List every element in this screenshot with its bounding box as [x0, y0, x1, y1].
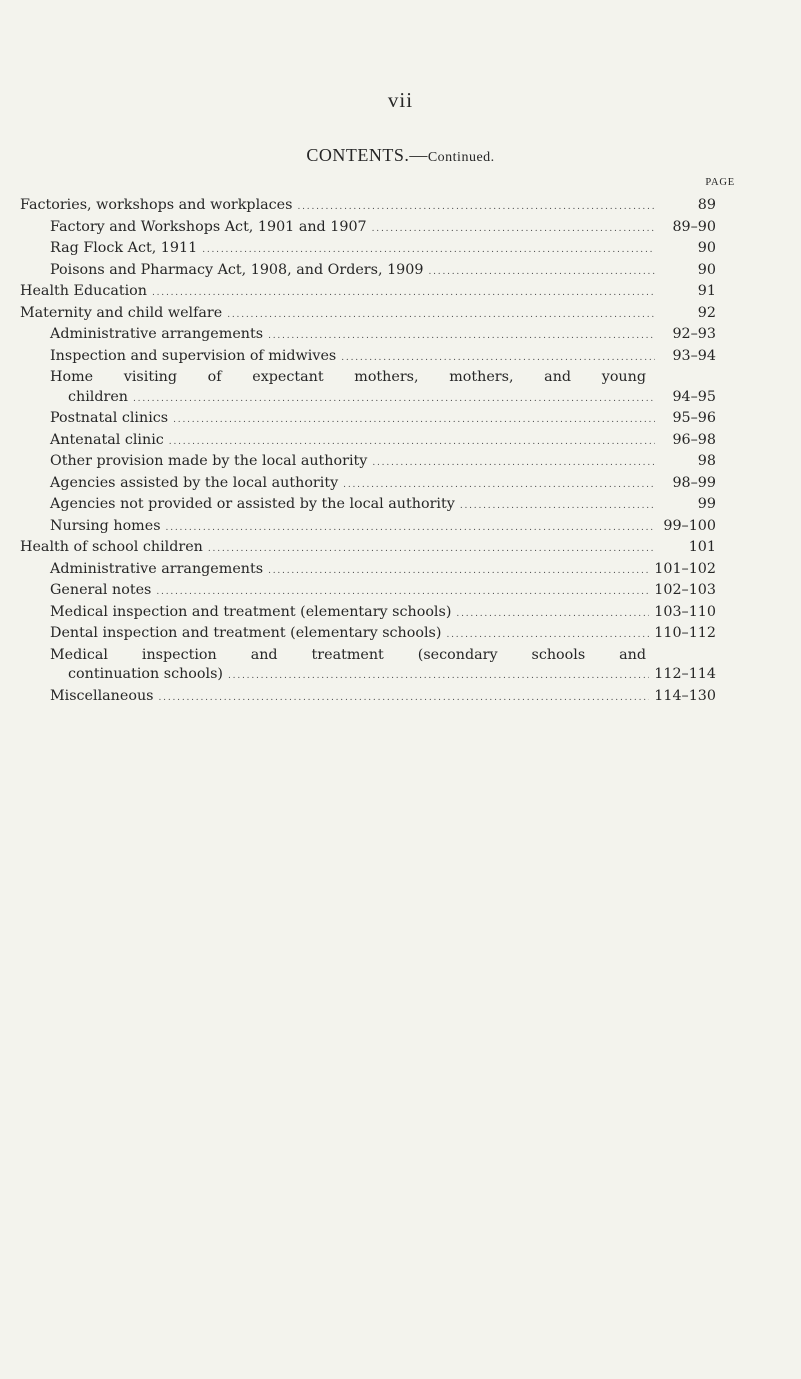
toc-entry-title: Inspection and supervision of midwives [50, 347, 337, 364]
toc-entry-postnatal-clinics [20, 409, 716, 431]
toc-entry-miscellaneous [20, 687, 716, 709]
toc-entry-health-education [20, 282, 716, 304]
toc-entry-medical-secondary-line1: Medical inspection and treatment (secondary schools and [50, 646, 646, 663]
toc-entry-page: 99–100 [663, 517, 716, 534]
toc-entry-page: 99 [697, 496, 716, 512]
toc-entry-page: 91 [697, 283, 716, 299]
toc-entry-administrative-arrangements [20, 325, 716, 347]
toc-entry-nursing-homes [20, 517, 716, 539]
toc-entry-general-notes [20, 581, 716, 603]
toc-entry-rag-flock-act [20, 239, 716, 261]
toc-entry-title: Rag Flock Act, 1911 [50, 240, 198, 256]
toc-entry-page: 110–112 [654, 625, 716, 641]
toc-entry-page: 94–95 [672, 388, 716, 405]
heading-continued: Continued. [427, 150, 495, 165]
toc-entry-title: Health of school children [20, 539, 203, 555]
toc-entry-page: 112–114 [654, 666, 716, 682]
dot-leader [202, 241, 655, 261]
toc-entry-page: 90 [697, 240, 716, 256]
toc-entry-title: Medical inspection and treatment (elementary schools) [50, 603, 452, 620]
toc-entry-title: Antenatal clinic [50, 431, 164, 448]
toc-entry-title: continuation schools) [68, 666, 224, 682]
heading-main: CONTENTS.— [306, 145, 428, 165]
dot-leader [227, 306, 655, 326]
toc-entry-page: 89–90 [672, 218, 716, 235]
dot-leader [228, 667, 649, 687]
toc-entry-page: 114–130 [654, 687, 716, 704]
toc-entry-factories [20, 196, 716, 218]
toc-entry-title: Maternity and child welfare [20, 304, 223, 321]
toc-entry-factory-workshops-act [20, 218, 716, 240]
toc-entry-title: Administrative arrangements [50, 560, 264, 577]
toc-entry-title: Agencies assisted by the local authority [50, 474, 339, 491]
dot-leader [372, 454, 655, 474]
toc-entry-page: 98–99 [672, 474, 716, 491]
dot-leader [341, 349, 655, 369]
toc-entry-school-administrative-arrangements [20, 560, 716, 582]
toc-entry-home-visiting [20, 388, 716, 410]
toc-entry-title: Poisons and Pharmacy Act, 1908, and Orders, 1909 [50, 261, 424, 278]
toc-entry-title: Nursing homes [50, 517, 161, 534]
toc-entry-medical-inspection-elementary [20, 603, 716, 625]
toc-entry-page: 103–110 [654, 603, 716, 620]
dot-leader [156, 583, 649, 603]
toc-entry-page: 102–103 [654, 582, 716, 598]
toc-entry-poisons-pharmacy-act [20, 261, 716, 283]
toc-entry-antenatal-clinic [20, 431, 716, 453]
toc-entry-page: 93–94 [672, 347, 716, 364]
toc-entry-inspection-midwives [20, 347, 716, 369]
page-number: vii [387, 88, 414, 112]
dot-leader [268, 562, 649, 582]
toc-entry-health-school-children [20, 538, 716, 560]
page-column-label: PAGE [705, 177, 735, 188]
dot-leader [133, 390, 655, 410]
dot-leader [173, 411, 655, 431]
dot-leader [343, 476, 655, 496]
toc-entry-page: 92–93 [672, 326, 716, 342]
dot-leader [166, 519, 655, 539]
table-of-contents [20, 196, 716, 708]
toc-entry-other-provision [20, 452, 716, 474]
toc-entry-title: Health Education [20, 283, 147, 299]
toc-entry-page: 92 [697, 304, 716, 321]
toc-entry-page: 95–96 [672, 410, 716, 426]
toc-entry-title: General notes [50, 582, 152, 598]
toc-entry-title: Factories, workshops and workplaces [20, 197, 293, 213]
dot-leader [456, 605, 649, 625]
dot-leader [268, 327, 655, 347]
toc-entry-title: Miscellaneous [50, 687, 154, 704]
dot-leader [372, 220, 655, 240]
toc-entry-dental-inspection-elementary [20, 624, 716, 646]
page-title [0, 145, 801, 166]
toc-entry-page: 96–98 [672, 431, 716, 448]
toc-entry-medical-secondary [20, 665, 716, 687]
toc-entry-title: Factory and Workshops Act, 1901 and 1907 [50, 218, 367, 235]
toc-entry-title: Dental inspection and treatment (elementary schools) [50, 625, 442, 641]
dot-leader [297, 198, 655, 218]
toc-entry-title: Postnatal clinics [50, 410, 169, 426]
toc-entry-page: 101 [688, 539, 716, 555]
toc-entry-home-visiting-line1: Home visiting of expectant mothers, mothers, and young [50, 369, 646, 385]
toc-entry-title: Administrative arrangements [50, 326, 264, 342]
toc-entry-maternity-child-welfare [20, 304, 716, 326]
dot-leader [428, 263, 655, 283]
toc-entry-title: Agencies not provided or assisted by the local authority [50, 496, 455, 512]
toc-entry-agencies-assisted [20, 474, 716, 496]
toc-entry-title: Other provision made by the local authority [50, 453, 368, 469]
toc-entry-title: children [68, 388, 129, 405]
dot-leader [152, 284, 655, 304]
toc-entry-agencies-not-provided [20, 495, 716, 517]
toc-entry-page: 101–102 [654, 560, 716, 577]
dot-leader [169, 433, 655, 453]
dot-leader [159, 689, 650, 709]
dot-leader [208, 540, 655, 560]
dot-leader [446, 626, 649, 646]
dot-leader [460, 497, 655, 517]
toc-entry-page: 90 [697, 261, 716, 278]
toc-entry-page: 98 [697, 453, 716, 469]
toc-entry-page: 89 [697, 197, 716, 213]
